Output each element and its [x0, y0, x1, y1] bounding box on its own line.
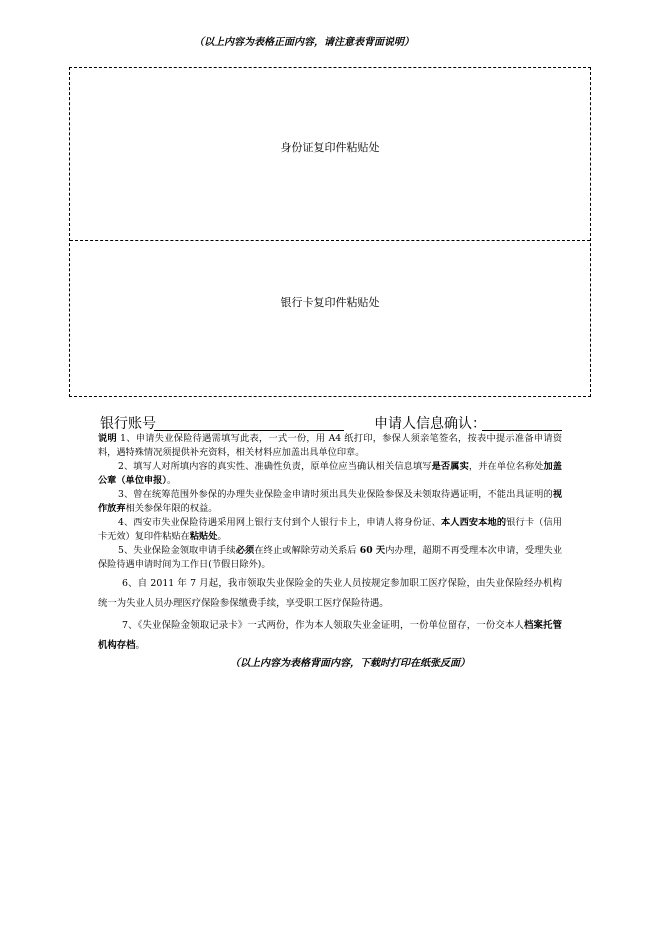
instructions — [98, 432, 562, 656]
back-content-note: （以上内容为表格背面内容，下载时打印在纸张反面） — [230, 658, 470, 669]
instruction-item-6: 6、自 2011 年 7 月起，我市领取失业保险金的失业人员按规定参加职工医疗保险，由失业保险经办机构统一为失业人员办理医疗保险参保缴费手续，享受职工医疗保险待遇。 — [98, 578, 562, 609]
id-card-paste-label: 身份证复印件粘贴处 — [280, 141, 380, 154]
instruction-item-5: 5、失业保险金领取申请手续必须在终止或解除劳动关系后 60 天内办理，超期不再受理本次申请，受理失业保险待遇申请时间为工作日(节假日除外)。 — [98, 545, 563, 570]
bank-account-label: 银行账号 — [100, 416, 156, 432]
bank-card-paste-label: 银行卡复印件粘贴处 — [280, 296, 380, 309]
bank-account-field[interactable] — [154, 430, 344, 431]
applicant-confirm-label: 申请人信息确认： — [374, 416, 486, 432]
instruction-item-2: 2、填写人对所填内容的真实性、准确性负责，原单位应当确认相关信息填写是否属实，并在单位名称处加盖公章（单位申报）。 — [98, 461, 562, 486]
instruction-item-1: 说明 1、申请失业保险待遇需填写此表，一式一份，用 A4 纸打印，参保人须亲笔签名，按表中提示准备申请资料，遇特殊情况须提供补充资料，相关材料应加盖出具单位印章。 — [98, 433, 563, 458]
instruction-item-3: 3、曾在统筹范围外参保的办理失业保险金申请时须出具失业保险参保及未领取待遇证明，不能出具证明的视作放弃相关参保年限的权益。 — [98, 489, 562, 514]
paste-box-divider — [70, 240, 590, 241]
instruction-item-7: 7、《失业保险金领取记录卡》一式两份，作为本人领取失业金证明，一份单位留存，一份交本人档案托管机构存档。 — [98, 620, 562, 651]
account-confirm-row — [100, 413, 562, 433]
applicant-confirm-field[interactable] — [482, 430, 562, 431]
front-content-note: （以上内容为表格正面内容，请注意表背面说明） — [194, 37, 414, 48]
instructions-heading: 说明 — [98, 433, 117, 444]
instruction-item-4: 4、西安市失业保险待遇采用网上银行支付到个人银行卡上，申请人将身份证、本人西安本地的银行卡（信用卡无效）复印件粘贴在粘贴处。 — [98, 517, 563, 542]
photocopy-paste-box — [69, 67, 591, 397]
